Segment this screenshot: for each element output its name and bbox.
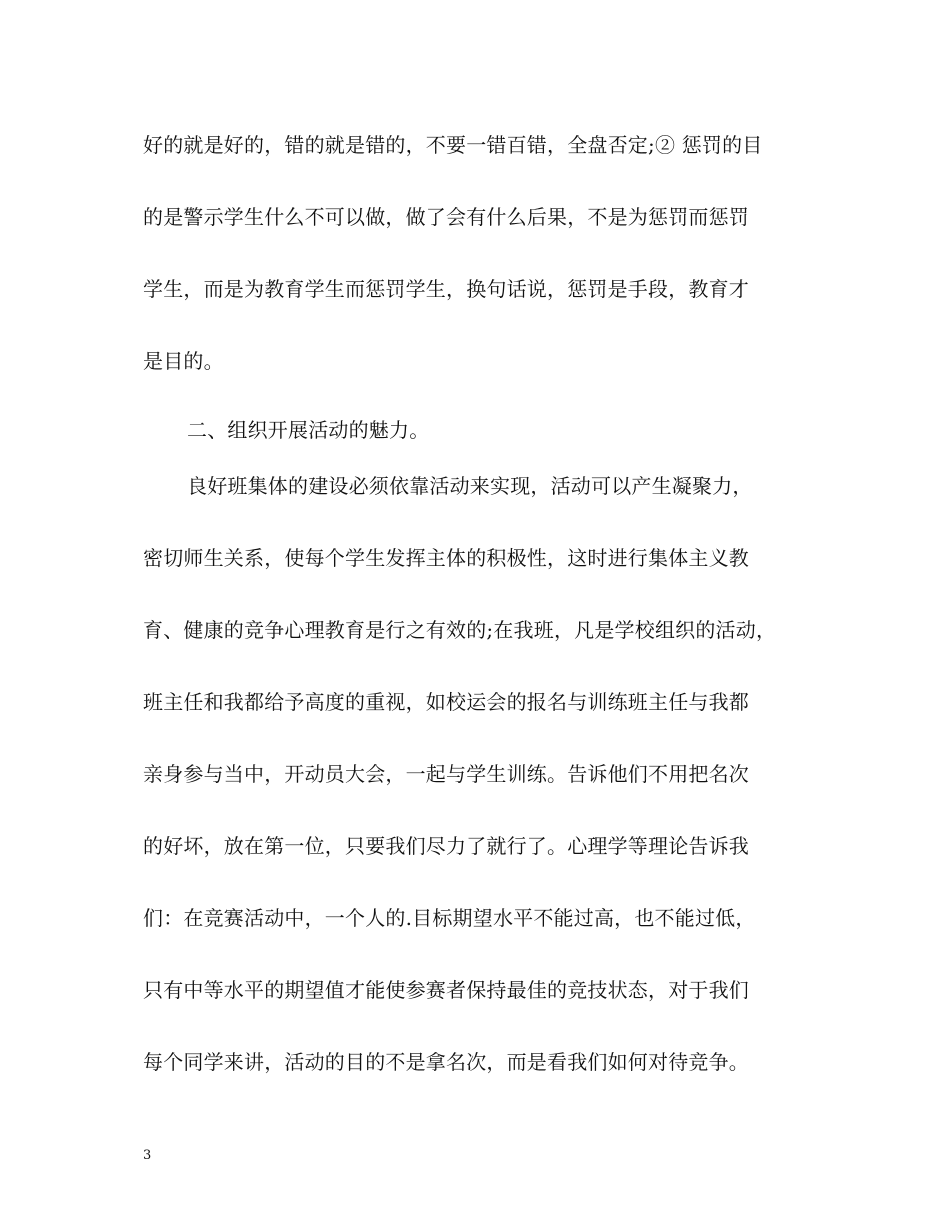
text-line-11: 的好坏，放在第一位，只要我们尽力了就行了。心理学等理论告诉我 bbox=[143, 834, 749, 858]
paragraph-first-line: 良好班集体的建设必须依靠活动来实现，活动可以产生凝聚力， bbox=[187, 474, 753, 498]
text-line-4: 是目的。 bbox=[143, 349, 224, 373]
text-line-1: 好的就是好的，错的就是错的，不要一错百错，全盘否定;② 惩罚的目 bbox=[143, 133, 763, 157]
text-line-8: 育、健康的竞争心理教育是行之有效的;在我班，凡是学校组织的活动， bbox=[143, 618, 777, 642]
text-line-2: 的是警示学生什么不可以做，做了会有什么后果，不是为惩罚而惩罚 bbox=[143, 205, 749, 229]
text-line-13: 只有中等水平的期望值才能使参赛者保持最佳的竞技状态，对于我们 bbox=[143, 978, 749, 1002]
text-line-3: 学生，而是为教育学生而惩罚学生，换句话说，惩罚是手段，教育才 bbox=[143, 277, 749, 301]
text-line-14: 每个同学来讲，活动的目的不是拿名次，而是看我们如何对待竞争。 bbox=[143, 1050, 749, 1074]
text-line-12: 们：在竞赛活动中，一个人的.目标期望水平不能过高，也不能过低， bbox=[143, 906, 756, 930]
text-line-9: 班主任和我都给予高度的重视，如校运会的报名与训练班主任与我都 bbox=[143, 690, 749, 714]
section-heading: 二、组织开展活动的魅力。 bbox=[187, 418, 430, 442]
text-line-7: 密切师生关系，使每个学生发挥主体的积极性，这时进行集体主义教 bbox=[143, 546, 749, 570]
page-number: 3 bbox=[143, 1148, 152, 1163]
text-line-10: 亲身参与当中，开动员大会，一起与学生训练。告诉他们不用把名次 bbox=[143, 762, 749, 786]
